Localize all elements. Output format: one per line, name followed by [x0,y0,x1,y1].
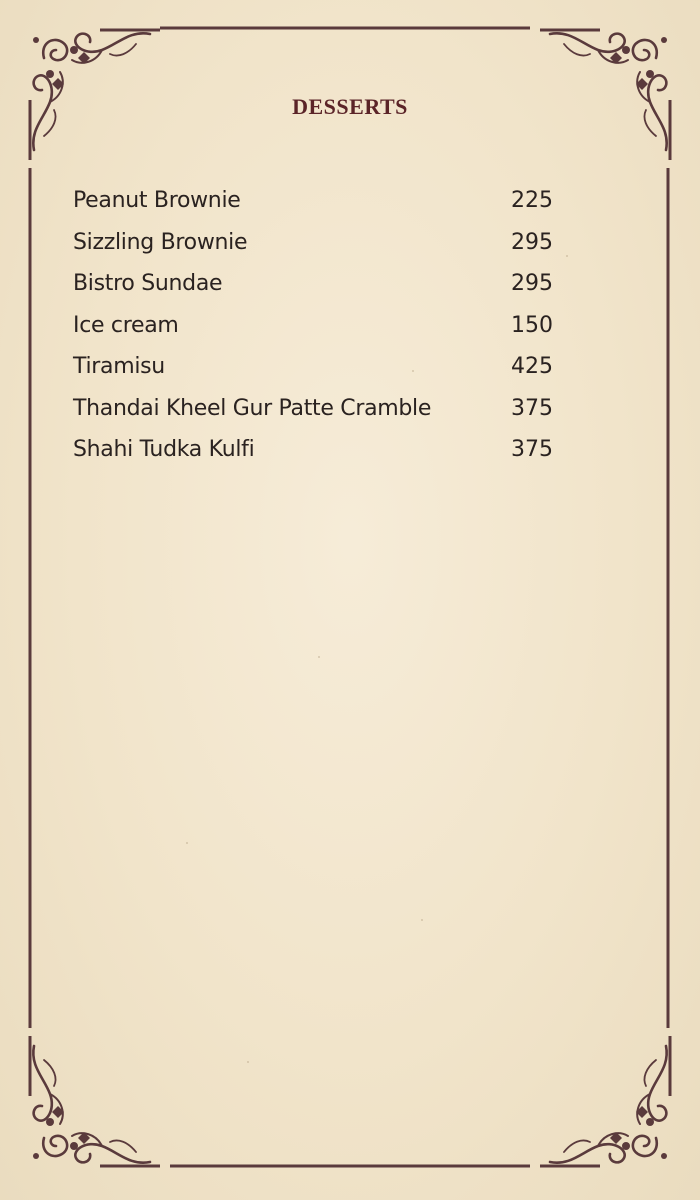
item-name: Thandai Kheel Gur Patte Cramble [73,395,432,421]
menu-item [73,271,553,313]
item-name: Sizzling Brownie [73,229,248,255]
item-name: Peanut Brownie [73,188,241,213]
item-price: 375 [511,395,553,421]
menu-item [73,396,553,438]
item-price: 295 [511,229,553,255]
section-title: DESSERTS [292,94,408,119]
item-name: Bistro Sundae [73,271,223,296]
menu-item [73,188,553,230]
menu-item [73,354,553,396]
dessert-list [73,188,553,479]
corner-flourish-icon [30,1036,160,1166]
corner-flourish-icon [540,1036,670,1166]
item-price: 375 [511,437,553,462]
menu-item [73,230,553,272]
item-name: Tiramisu [73,354,165,379]
item-name: Shahi Tudka Kulfi [73,437,255,462]
item-name: Ice cream [73,312,179,338]
menu-item [73,437,553,479]
menu-item [73,313,553,355]
item-price: 425 [511,354,553,379]
item-price: 295 [511,271,553,296]
item-price: 150 [511,312,553,338]
item-price: 225 [511,188,553,213]
